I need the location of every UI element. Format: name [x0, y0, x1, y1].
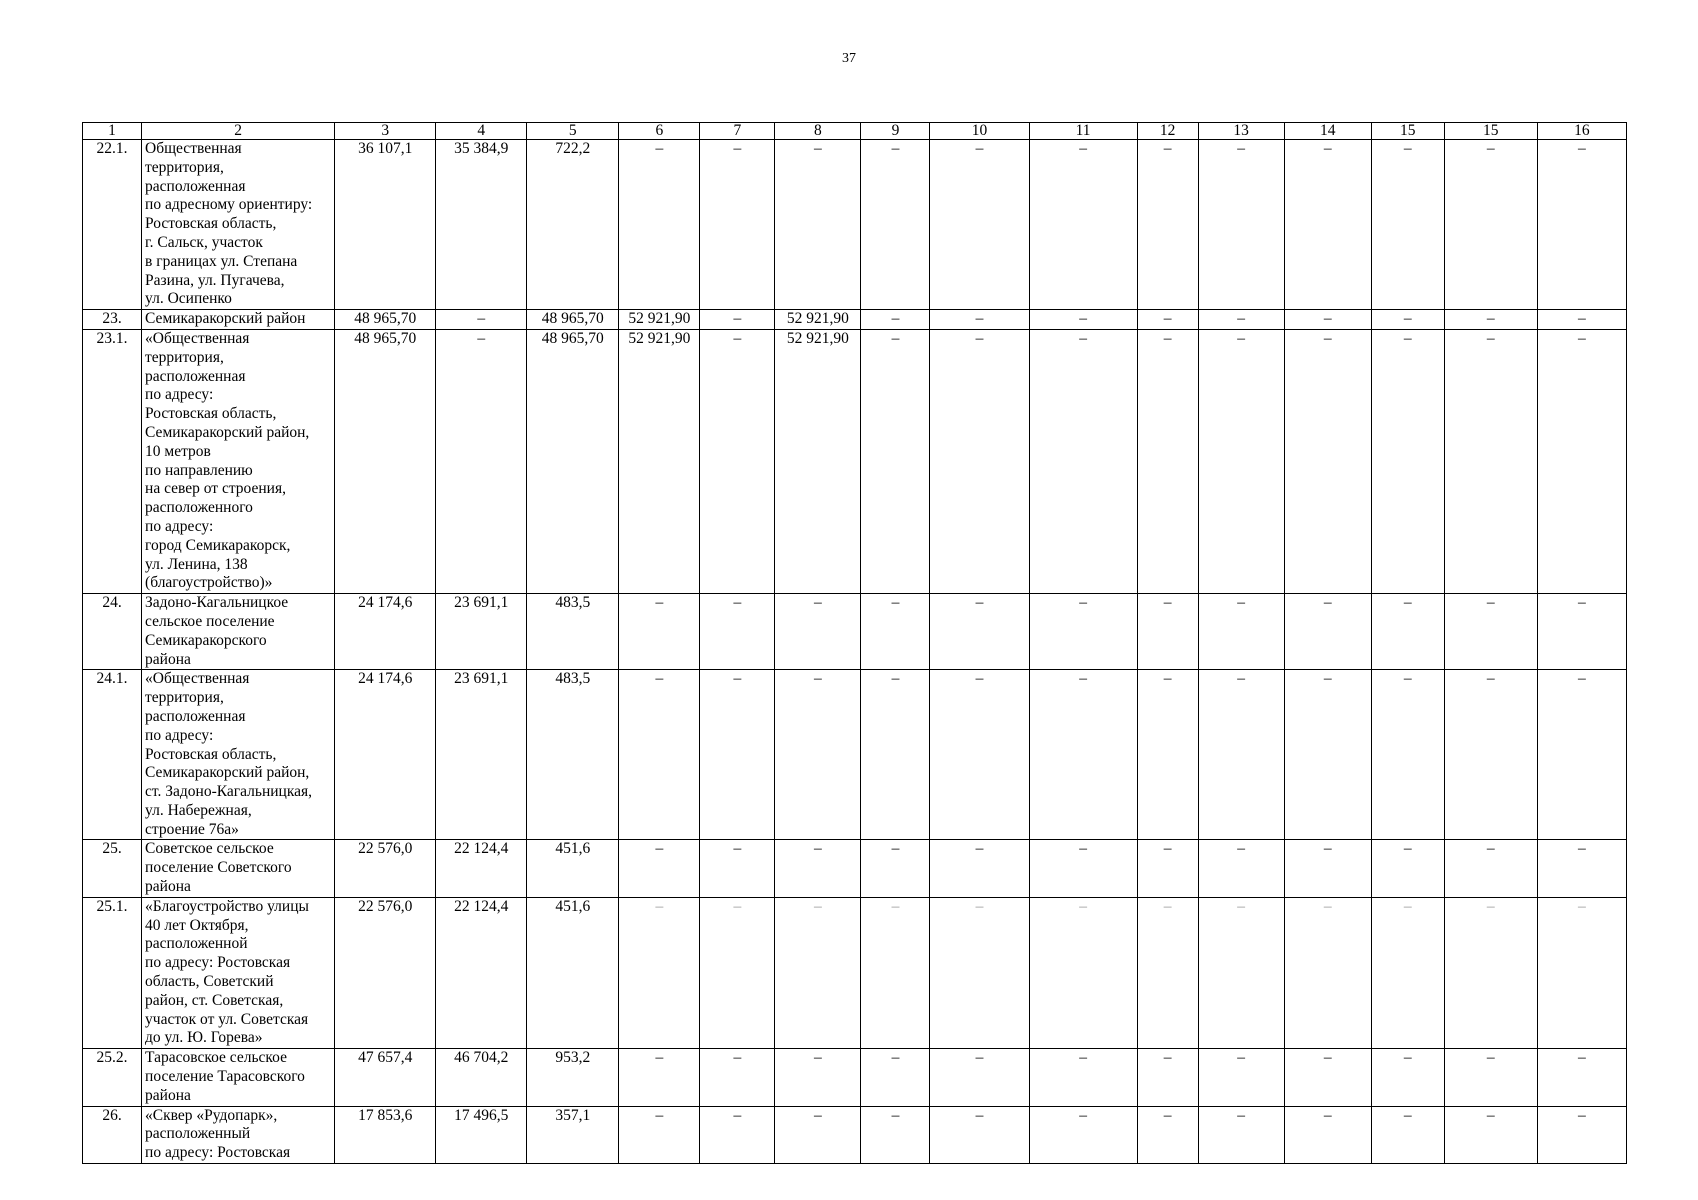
- empty-value-cell: –: [1371, 1106, 1444, 1163]
- amount-cell: 22 576,0: [335, 840, 436, 897]
- empty-value-cell: –: [1137, 840, 1198, 897]
- amount-cell: 52 921,90: [619, 310, 700, 330]
- row-number: 23.1.: [83, 329, 142, 593]
- empty-value-cell: –: [930, 140, 1029, 310]
- budget-table: [82, 122, 1627, 1164]
- empty-value-cell: –: [1284, 670, 1371, 840]
- empty-value-cell: –: [930, 310, 1029, 330]
- empty-value-cell: –: [1198, 670, 1284, 840]
- empty-value-cell: –: [1029, 310, 1137, 330]
- empty-value-cell: –: [1137, 670, 1198, 840]
- empty-value-cell: –: [1137, 329, 1198, 593]
- column-header: 10: [930, 123, 1029, 140]
- empty-value-cell: –: [930, 840, 1029, 897]
- amount-cell: 48 965,70: [527, 329, 619, 593]
- empty-value-cell: –: [1371, 670, 1444, 840]
- empty-value-cell: –: [861, 1106, 930, 1163]
- column-header: 4: [436, 123, 527, 140]
- column-header: 2: [142, 123, 335, 140]
- empty-value-cell: –: [700, 1049, 775, 1106]
- empty-value-cell: –: [1371, 840, 1444, 897]
- column-header: 8: [775, 123, 861, 140]
- empty-value-cell: –: [1137, 1049, 1198, 1106]
- amount-cell: 52 921,90: [775, 329, 861, 593]
- empty-value-cell: –: [1444, 897, 1537, 1048]
- column-header: 12: [1137, 123, 1198, 140]
- amount-cell: 23 691,1: [436, 594, 527, 670]
- empty-value-cell: –: [1537, 310, 1626, 330]
- row-number: 25.2.: [83, 1049, 142, 1106]
- amount-cell: 46 704,2: [436, 1049, 527, 1106]
- row-number: 23.: [83, 310, 142, 330]
- column-header: 15: [1444, 123, 1537, 140]
- column-header: 15: [1371, 123, 1444, 140]
- empty-value-cell: –: [1284, 840, 1371, 897]
- row-number: 24.1.: [83, 670, 142, 840]
- empty-value-cell: –: [1537, 670, 1626, 840]
- amount-cell: 22 124,4: [436, 840, 527, 897]
- empty-value-cell: –: [1371, 140, 1444, 310]
- empty-value-cell: –: [1444, 310, 1537, 330]
- empty-value-cell: –: [1284, 594, 1371, 670]
- row-number: 24.: [83, 594, 142, 670]
- object-name: «Благоустройство улицы 40 лет Октября, расположенной по адресу: Ростовская область, Советский район, ст. Советская, участок от ул. Советская до ул. Ю. Горева»: [142, 897, 335, 1048]
- empty-value-cell: –: [1444, 594, 1537, 670]
- empty-value-cell: –: [861, 594, 930, 670]
- amount-cell: 24 174,6: [335, 670, 436, 840]
- amount-cell: 17 853,6: [335, 1106, 436, 1163]
- empty-value-cell: –: [619, 670, 700, 840]
- empty-value-cell: –: [1284, 1049, 1371, 1106]
- page-number: 37: [842, 51, 856, 66]
- empty-value-cell: –: [1444, 1106, 1537, 1163]
- empty-value-cell: –: [1198, 140, 1284, 310]
- amount-cell: 17 496,5: [436, 1106, 527, 1163]
- table-row: [83, 310, 1627, 330]
- object-name: Советское сельское поселение Советского района: [142, 840, 335, 897]
- amount-cell: 451,6: [527, 840, 619, 897]
- amount-cell: 357,1: [527, 1106, 619, 1163]
- empty-value-cell: –: [1137, 310, 1198, 330]
- empty-value-cell: –: [1029, 670, 1137, 840]
- empty-value-cell: –: [1537, 897, 1626, 1048]
- empty-value-cell: –: [1537, 1049, 1626, 1106]
- empty-value-cell: –: [619, 840, 700, 897]
- column-header: 11: [1029, 123, 1137, 140]
- empty-value-cell: –: [1198, 1049, 1284, 1106]
- empty-value-cell: –: [1284, 897, 1371, 1048]
- empty-value-cell: –: [700, 1106, 775, 1163]
- column-header: 16: [1537, 123, 1626, 140]
- empty-value-cell: –: [1198, 897, 1284, 1048]
- empty-value-cell: –: [1371, 310, 1444, 330]
- empty-value-cell: –: [1371, 1049, 1444, 1106]
- empty-value-cell: –: [1371, 594, 1444, 670]
- empty-value-cell: –: [1137, 594, 1198, 670]
- empty-value-cell: –: [1537, 140, 1626, 310]
- empty-value-cell: –: [775, 897, 861, 1048]
- amount-cell: 722,2: [527, 140, 619, 310]
- table-row: [83, 1049, 1627, 1106]
- empty-value-cell: –: [1444, 840, 1537, 897]
- amount-cell: 48 965,70: [527, 310, 619, 330]
- empty-value-cell: –: [1284, 140, 1371, 310]
- empty-value-cell: –: [619, 140, 700, 310]
- empty-value-cell: –: [700, 310, 775, 330]
- amount-cell: 953,2: [527, 1049, 619, 1106]
- row-number: 26.: [83, 1106, 142, 1163]
- row-number: 22.1.: [83, 140, 142, 310]
- empty-value-cell: –: [1371, 897, 1444, 1048]
- empty-value-cell: –: [861, 840, 930, 897]
- amount-cell: 48 965,70: [335, 329, 436, 593]
- empty-value-cell: –: [1029, 840, 1137, 897]
- empty-value-cell: –: [861, 1049, 930, 1106]
- empty-value-cell: –: [1029, 897, 1137, 1048]
- empty-value-cell: –: [930, 897, 1029, 1048]
- object-name: «Сквер «Рудопарк», расположенный по адресу: Ростовская: [142, 1106, 335, 1163]
- row-number: 25.1.: [83, 897, 142, 1048]
- empty-value-cell: –: [1198, 1106, 1284, 1163]
- empty-value-cell: –: [1284, 1106, 1371, 1163]
- column-header: 5: [527, 123, 619, 140]
- empty-value-cell: –: [930, 594, 1029, 670]
- empty-value-cell: –: [1537, 594, 1626, 670]
- empty-value-cell: –: [1371, 329, 1444, 593]
- empty-value-cell: –: [619, 1106, 700, 1163]
- amount-cell: 22 576,0: [335, 897, 436, 1048]
- empty-value-cell: –: [1137, 1106, 1198, 1163]
- empty-value-cell: –: [1444, 1049, 1537, 1106]
- empty-value-cell: –: [1444, 670, 1537, 840]
- row-number: 25.: [83, 840, 142, 897]
- table-row: [83, 840, 1627, 897]
- amount-cell: 483,5: [527, 670, 619, 840]
- object-name: Семикаракорский район: [142, 310, 335, 330]
- empty-value-cell: –: [619, 897, 700, 1048]
- empty-value-cell: –: [1029, 1049, 1137, 1106]
- column-header: 7: [700, 123, 775, 140]
- empty-value-cell: –: [436, 329, 527, 593]
- empty-value-cell: –: [775, 594, 861, 670]
- empty-value-cell: –: [1537, 840, 1626, 897]
- empty-value-cell: –: [619, 594, 700, 670]
- table-row: [83, 329, 1627, 593]
- amount-cell: 24 174,6: [335, 594, 436, 670]
- amount-cell: 22 124,4: [436, 897, 527, 1048]
- empty-value-cell: –: [436, 310, 527, 330]
- empty-value-cell: –: [700, 140, 775, 310]
- empty-value-cell: –: [700, 670, 775, 840]
- table-row: [83, 140, 1627, 310]
- empty-value-cell: –: [775, 670, 861, 840]
- empty-value-cell: –: [1444, 329, 1537, 593]
- empty-value-cell: –: [930, 329, 1029, 593]
- column-header: 14: [1284, 123, 1371, 140]
- empty-value-cell: –: [1029, 329, 1137, 593]
- empty-value-cell: –: [1029, 594, 1137, 670]
- table-row: [83, 897, 1627, 1048]
- empty-value-cell: –: [1198, 329, 1284, 593]
- column-header: 13: [1198, 123, 1284, 140]
- object-name: Тарасовское сельское поселение Тарасовского района: [142, 1049, 335, 1106]
- empty-value-cell: –: [700, 897, 775, 1048]
- empty-value-cell: –: [1444, 140, 1537, 310]
- empty-value-cell: –: [775, 1049, 861, 1106]
- empty-value-cell: –: [775, 840, 861, 897]
- empty-value-cell: –: [1284, 329, 1371, 593]
- empty-value-cell: –: [1198, 840, 1284, 897]
- column-header: 9: [861, 123, 930, 140]
- empty-value-cell: –: [1137, 140, 1198, 310]
- empty-value-cell: –: [700, 329, 775, 593]
- empty-value-cell: –: [1537, 1106, 1626, 1163]
- empty-value-cell: –: [930, 1106, 1029, 1163]
- amount-cell: 483,5: [527, 594, 619, 670]
- empty-value-cell: –: [1198, 310, 1284, 330]
- object-name: «Общественная территория, расположенная по адресу: Ростовская область, Семикаракорский район, 10 метров по направлению на север от строения, расположенного по адресу: город Семикаракорск, ул. Ленина, 138 (благоустройство)»: [142, 329, 335, 593]
- empty-value-cell: –: [775, 1106, 861, 1163]
- amount-cell: 35 384,9: [436, 140, 527, 310]
- empty-value-cell: –: [930, 670, 1029, 840]
- empty-value-cell: –: [700, 594, 775, 670]
- empty-value-cell: –: [861, 670, 930, 840]
- object-name: «Общественная территория, расположенная по адресу: Ростовская область, Семикаракорский район, ст. Задоно-Кагальницкая, ул. Набережная, строение 76а»: [142, 670, 335, 840]
- column-header: 6: [619, 123, 700, 140]
- amount-cell: 451,6: [527, 897, 619, 1048]
- empty-value-cell: –: [1137, 897, 1198, 1048]
- column-header: 3: [335, 123, 436, 140]
- empty-value-cell: –: [1029, 140, 1137, 310]
- empty-value-cell: –: [619, 1049, 700, 1106]
- table-row: [83, 1106, 1627, 1163]
- amount-cell: 48 965,70: [335, 310, 436, 330]
- amount-cell: 36 107,1: [335, 140, 436, 310]
- amount-cell: 52 921,90: [775, 310, 861, 330]
- amount-cell: 47 657,4: [335, 1049, 436, 1106]
- empty-value-cell: –: [1029, 1106, 1137, 1163]
- empty-value-cell: –: [1284, 310, 1371, 330]
- empty-value-cell: –: [861, 140, 930, 310]
- amount-cell: 23 691,1: [436, 670, 527, 840]
- empty-value-cell: –: [861, 897, 930, 1048]
- empty-value-cell: –: [930, 1049, 1029, 1106]
- empty-value-cell: –: [700, 840, 775, 897]
- empty-value-cell: –: [861, 310, 930, 330]
- object-name: Задоно-Кагальницкое сельское поселение Семикаракорского района: [142, 594, 335, 670]
- object-name: Общественная территория, расположенная по адресному ориентиру: Ростовская область, г. Сальск, участок в границах ул. Степана Разина, ул. Пугачева, ул. Осипенко: [142, 140, 335, 310]
- column-header: 1: [83, 123, 142, 140]
- amount-cell: 52 921,90: [619, 329, 700, 593]
- table-row: [83, 594, 1627, 670]
- empty-value-cell: –: [1537, 329, 1626, 593]
- empty-value-cell: –: [861, 329, 930, 593]
- column-number-row: [83, 123, 1627, 140]
- empty-value-cell: –: [775, 140, 861, 310]
- table-body: [83, 123, 1627, 1164]
- table-row: [83, 670, 1627, 840]
- empty-value-cell: –: [1198, 594, 1284, 670]
